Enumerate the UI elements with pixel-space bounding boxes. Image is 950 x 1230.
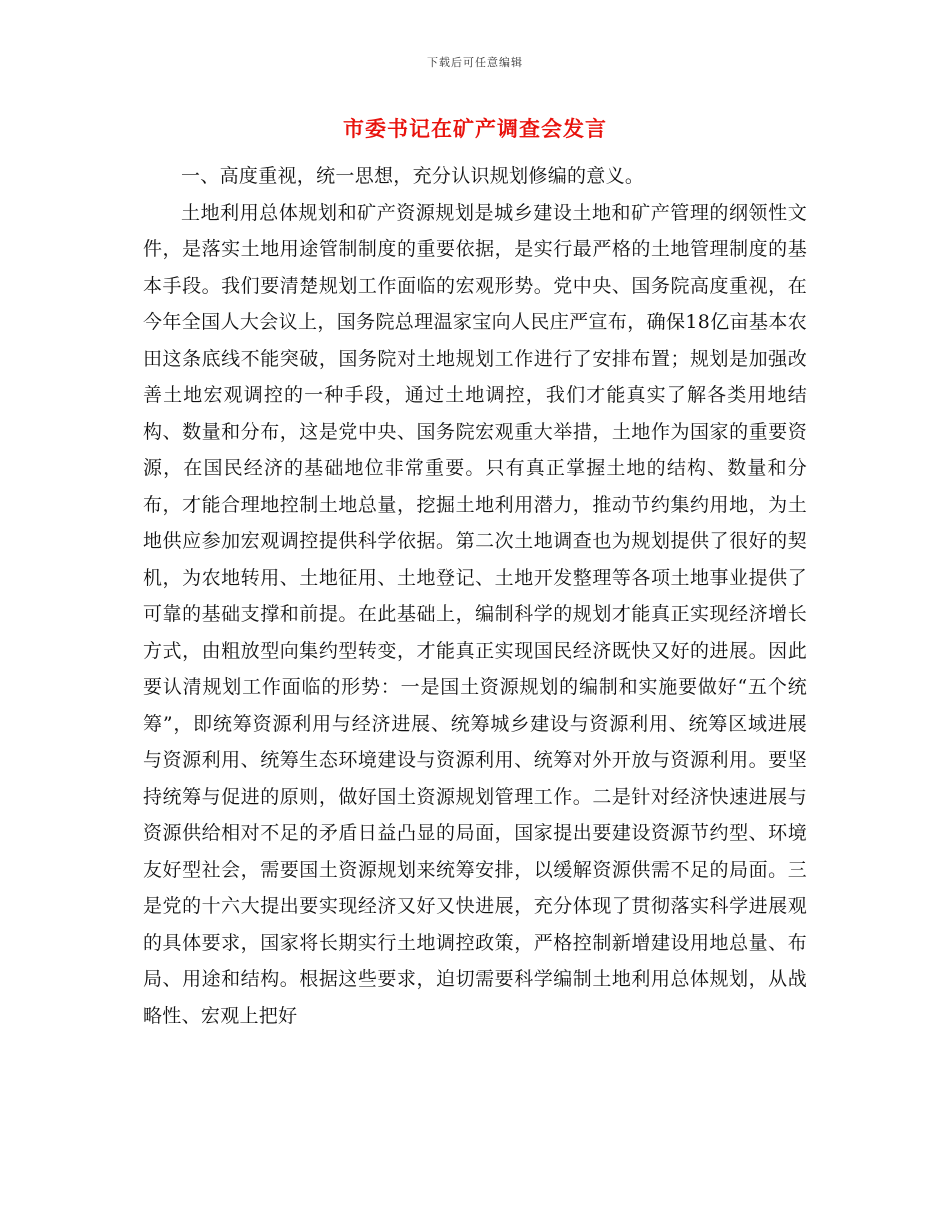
document-title: 市委书记在矿产调查会发言 [343, 116, 607, 141]
page-header-note: 下载后可任意编辑 [427, 56, 523, 69]
document-body [143, 158, 807, 1034]
section-heading-paragraph: 一、高度重视，统一思想，充分认识规划修编的意义。 [181, 165, 645, 187]
body-paragraph: 土地利用总体规划和矿产资源规划是城乡建设土地和矿产管理的纲领性文件，是落实土地用途管制制度的重要依据，是实行最严格的土地管理制度的基本手段。我们要清楚规划工作面临的宏观形势。党中央、国务院高度重视，在今年全国人大会议上，国务院总理温家宝向人民庄严宣布，确保18亿亩基本农田这条底线不能突破，国务院对土地规划工作进行了安排布置；规划是加强改善土地宏观调控的一种手段，通过土地调控，我们才能真实了解各类用地结构、数量和分布，这是党中央、国务院宏观重大举措，土地作为国家的重要资源，在国民经济的基础地位非常重要。只有真正掌握土地的结构、数量和分布，才能合理地控制土地总量，挖掘土地利用潜力，推动节约集约用地，为土地供应参加宏观调控提供科学依据。第二次土地调查也为规划提供了很好的契机，为农地转用、土地征用、土地登记、土地开发整理等各项土地事业提供了可靠的基础支撑和前提。在此基础上，编制科学的规划才能真正实现经济增长方式，由粗放型向集约型转变，才能真正实现国民经济既快又好的进展。因此要认清规划工作面临的形势：一是国土资源规划的编制和实施要做好“五个统筹”，即统筹资源利用与经济进展、统筹城乡建设与资源利用、统筹区域进展与资源利用、统筹生态环境建设与资源利用、统筹对外开放与资源利用。要坚持统筹与促进的原则，做好国土资源规划管理工作。二是针对经济快速进展与资源供给相对不足的矛盾日益凸显的局面，国家提出要建设资源节约型、环境友好型社会，需要国土资源规划来统筹安排，以缓解资源供需不足的局面。三是党的十六大提出要实现经济又好又快进展，充分体现了贯彻落实科学进展观的具体要求，国家将长期实行土地调控政策，严格控制新增建设用地总量、布局、用途和结构。根据这些要求，迫切需要科学编制土地利用总体规划，从战略性、宏观上把好 [143, 201, 807, 1027]
